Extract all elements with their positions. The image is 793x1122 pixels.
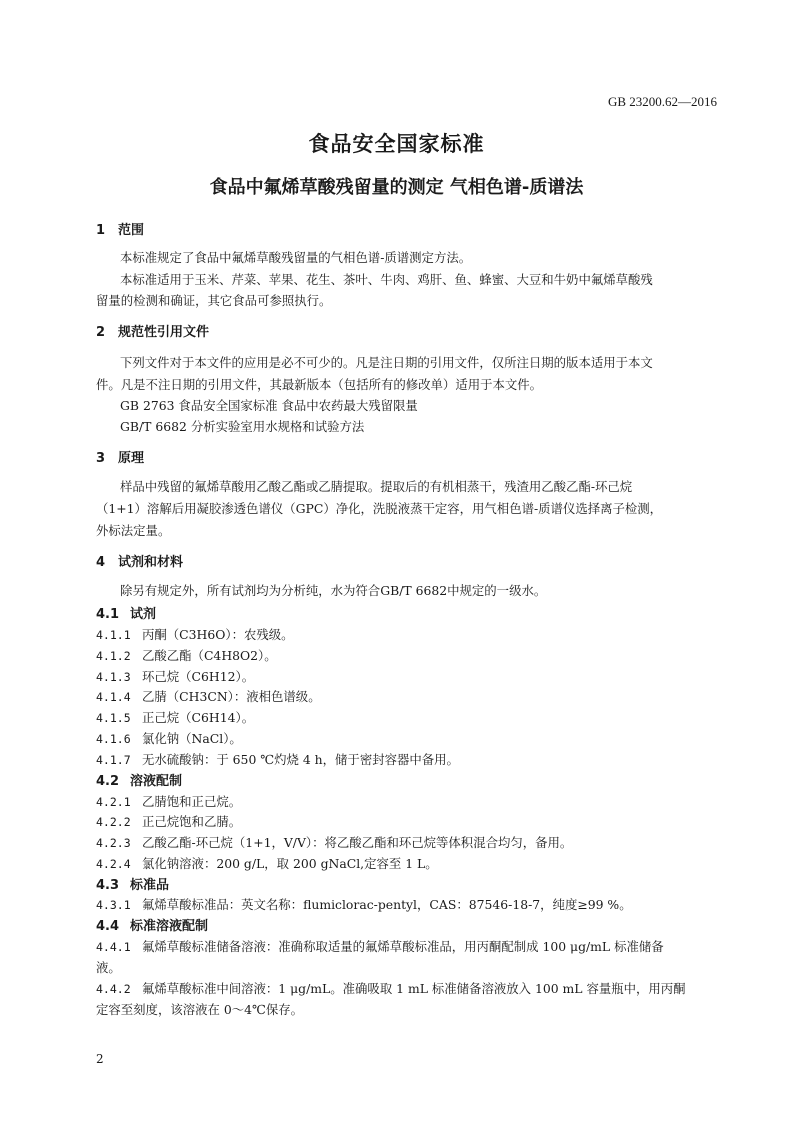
list-item: 4.2.1 乙腈饱和正己烷。 xyxy=(96,794,242,809)
list-item: 4.1.4 乙腈（CH3CN）：液相色谱级。 xyxy=(96,689,321,704)
list-item: 4.1.2 乙酸乙酯（C4H8O2）。 xyxy=(96,648,277,663)
subsection-heading-4-3: 4.3 标准品 xyxy=(96,878,170,893)
paragraph-cont: （1+1）溶解后用凝胶渗透色谱仪（GPC）净化，洗脱液蒸干定容，用气相色谱-质谱仪选择离子检测， xyxy=(96,501,663,516)
paragraph: 下列文件对于本文件的应用是必不可少的。凡是注日期的引用文件，仅所注日期的版本适用于本文 xyxy=(120,355,653,370)
reference-gb2763: GB 2763 食品安全国家标准 食品中农药最大残留限量 xyxy=(120,398,418,413)
list-item: 4.1.7 无水硫酸钠：于 650 ℃灼烧 4 h，储于密封容器中备用。 xyxy=(96,752,459,767)
page-number: 2 xyxy=(96,1052,104,1066)
list-item: 4.1.3 环己烷（C6H12）。 xyxy=(96,669,255,684)
list-item: 4.4.2 氟烯草酸标准中间溶液：1 μg/mL。准确吸取 1 mL 标准储备溶液放入 100 mL 容量瓶中，用丙酮 xyxy=(96,981,686,996)
list-item: 4.3.1 氟烯草酸标准品：英文名称：flumiclorac-pentyl，CAS：87546-18-7，纯度≥99 %。 xyxy=(96,897,632,912)
section-heading-4: 4 试剂和材料 xyxy=(96,555,184,570)
paragraph: 除另有规定外，所有试剂均为分析纯，水为符合GB/T 6682中规定的一级水。 xyxy=(120,583,547,598)
list-item: 4.2.4 氯化钠溶液：200 g/L，取 200 gNaCl,定容至 1 L。 xyxy=(96,856,438,871)
section-heading-1: 1 范围 xyxy=(96,223,145,238)
subsection-heading-4-4: 4.4 标准溶液配制 xyxy=(96,919,209,934)
list-item: 4.1.1 丙酮（C3H6O）：农残级。 xyxy=(96,627,294,642)
list-item-cont: 定容至刻度，该溶液在 0～4℃保存。 xyxy=(96,1002,304,1017)
section-heading-2: 2 规范性引用文件 xyxy=(96,325,210,340)
list-item: 4.2.3 乙酸乙酯-环己烷（1+1，V/V）：将乙酸乙酯和环己烷等体积混合均匀，备用。 xyxy=(96,835,573,850)
document-subtitle: 食品中氟烯草酸残留量的测定 气相色谱-质谱法 xyxy=(209,177,584,198)
paragraph: 本标准规定了食品中氟烯草酸残留量的气相色谱-质谱测定方法。 xyxy=(120,250,472,265)
subsection-heading-4-2: 4.2 溶液配制 xyxy=(96,774,183,789)
paragraph: 样品中残留的氟烯草酸用乙酸乙酯或乙腈提取。提取后的有机相蒸干，残渣用乙酸乙酯-环己烷 xyxy=(120,479,633,494)
paragraph: 本标准适用于玉米、芹菜、苹果、花生、茶叶、牛肉、鸡肝、鱼、蜂蜜、大豆和牛奶中氟烯草酸残 xyxy=(120,272,653,287)
list-item: 4.4.1 氟烯草酸标准储备溶液：准确称取适量的氟烯草酸标准品，用丙酮配制成 100 μg/mL 标准储备 xyxy=(96,939,664,954)
section-heading-3: 3 原理 xyxy=(96,451,145,466)
list-item: 4.1.6 氯化钠（NaCl）。 xyxy=(96,731,242,746)
list-item-cont: 液。 xyxy=(96,960,121,975)
list-item: 4.2.2 正己烷饱和乙腈。 xyxy=(96,814,242,829)
reference-gbt6682: GB/T 6682 分析实验室用水规格和试验方法 xyxy=(120,419,365,434)
list-item: 4.1.5 正己烷（C6H14）。 xyxy=(96,710,255,725)
paragraph-cont: 留量的检测和确证，其它食品可参照执行。 xyxy=(96,293,332,308)
standard-number: GB 23200.62—2016 xyxy=(607,94,717,109)
paragraph-cont: 件。凡是不注日期的引用文件，其最新版本（包括所有的修改单）适用于本文件。 xyxy=(96,377,543,392)
document-title: 食品安全国家标准 xyxy=(308,132,485,156)
paragraph-cont: 外标法定量。 xyxy=(96,523,171,538)
subsection-heading-4-1: 4.1 试剂 xyxy=(96,607,157,622)
